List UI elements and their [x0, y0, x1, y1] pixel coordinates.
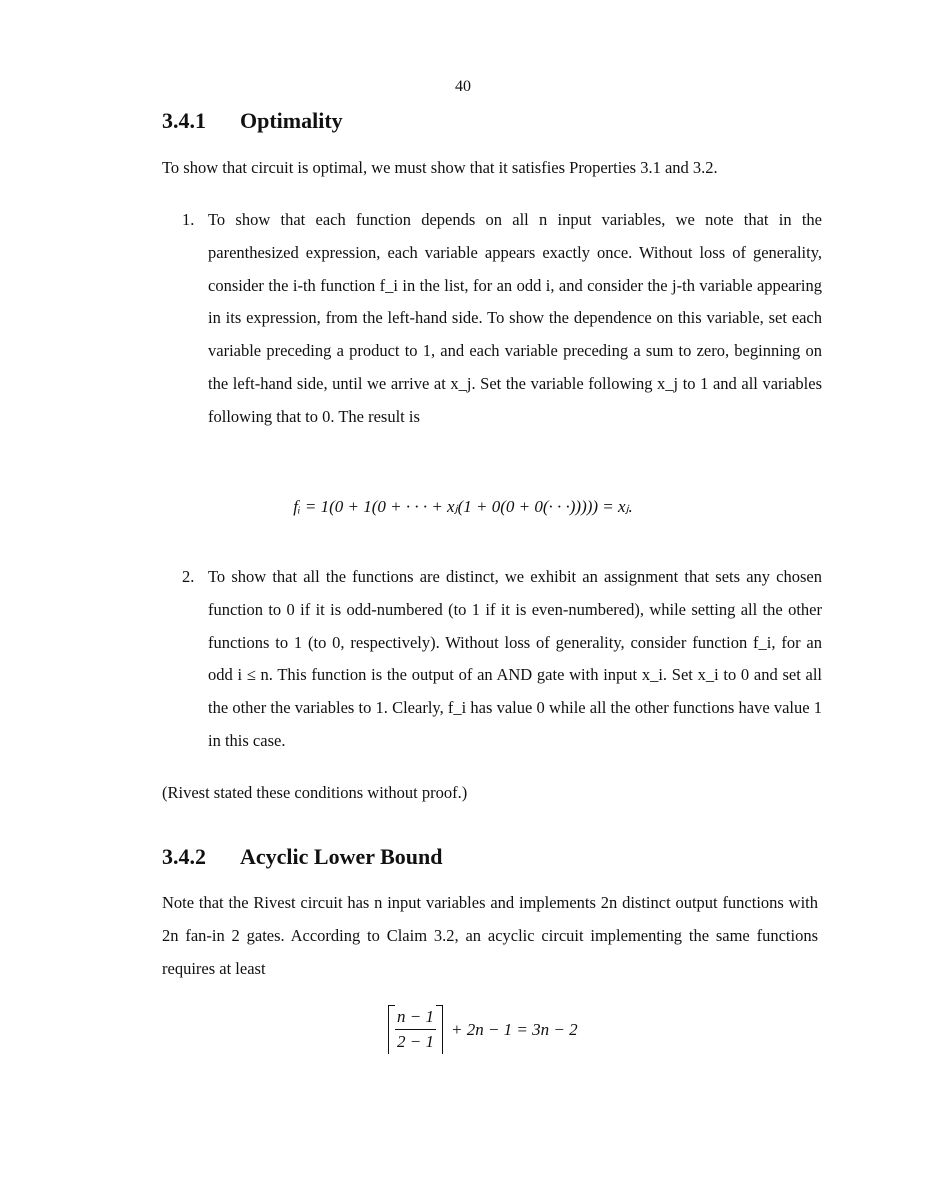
equation-lower-bound	[388, 1005, 578, 1054]
list-item-text: To show that each function depends on all n input variables, we note that in the parenthesized expression, each variable appears exactly once. Without loss of generality, consider the i-th function f_i in the list, for an odd i, and consider the j-th variable appearing in its expression, from the left-hand side. To show the dependence on this variable, set each variable preceding a product to 1, and each variable preceding a sum to zero, beginning on the left-hand side, until we arrive at x_j. Set the variable following x_j to 1 and all variables following that to 0. The result is	[208, 210, 822, 426]
page-number: 40	[455, 78, 471, 95]
remark-paragraph: (Rivest stated these conditions without proof.)	[162, 783, 468, 802]
section-number: 3.4.2	[162, 844, 206, 869]
fraction-numerator: n − 1	[395, 1007, 436, 1030]
list-marker: 1.	[182, 210, 195, 229]
equation-rhs: + 2n − 1 = 3n − 2	[450, 1019, 578, 1039]
section-title: Acyclic Lower Bound	[240, 844, 443, 869]
section-number: 3.4.1	[162, 108, 206, 133]
equation-fi: fᵢ = 1(0 + 1(0 + · · · + xⱼ(1 + 0(0 + 0(· · ·))))) = xⱼ.	[293, 497, 633, 516]
section-heading-acyclic-lower-bound	[162, 844, 442, 870]
list-marker: 2.	[182, 567, 195, 586]
fraction-denominator: 2 − 1	[397, 1032, 434, 1051]
section-heading-optimality	[162, 108, 343, 134]
ceiling-brackets	[388, 1005, 443, 1054]
list-item-2	[182, 561, 822, 758]
acyclic-intro-paragraph: Note that the Rivest circuit has n input variables and implements 2n distinct output functions with 2n fan-in 2 gates. According to Claim 3.2, an acyclic circuit implementing the same functions requires at least	[162, 893, 818, 978]
fraction	[395, 1007, 436, 1052]
optimality-intro-paragraph: To show that circuit is optimal, we must show that it satisfies Properties 3.1 and 3.2.	[162, 158, 718, 177]
list-item-text: To show that all the functions are distinct, we exhibit an assignment that sets any chosen function to 0 if it is odd-numbered (to 1 if it is even-numbered), while setting all the other functions to 1 (to 0, respectively). Without loss of generality, consider function f_i, for an odd i ≤ n. This function is the output of an AND gate with input x_i. Set x_i to 0 and set all the other the variables to 1. Clearly, f_i has value 0 while all the other functions have value 1 in this case.	[208, 567, 822, 750]
list-item-1	[182, 204, 822, 434]
section-title: Optimality	[240, 108, 343, 133]
